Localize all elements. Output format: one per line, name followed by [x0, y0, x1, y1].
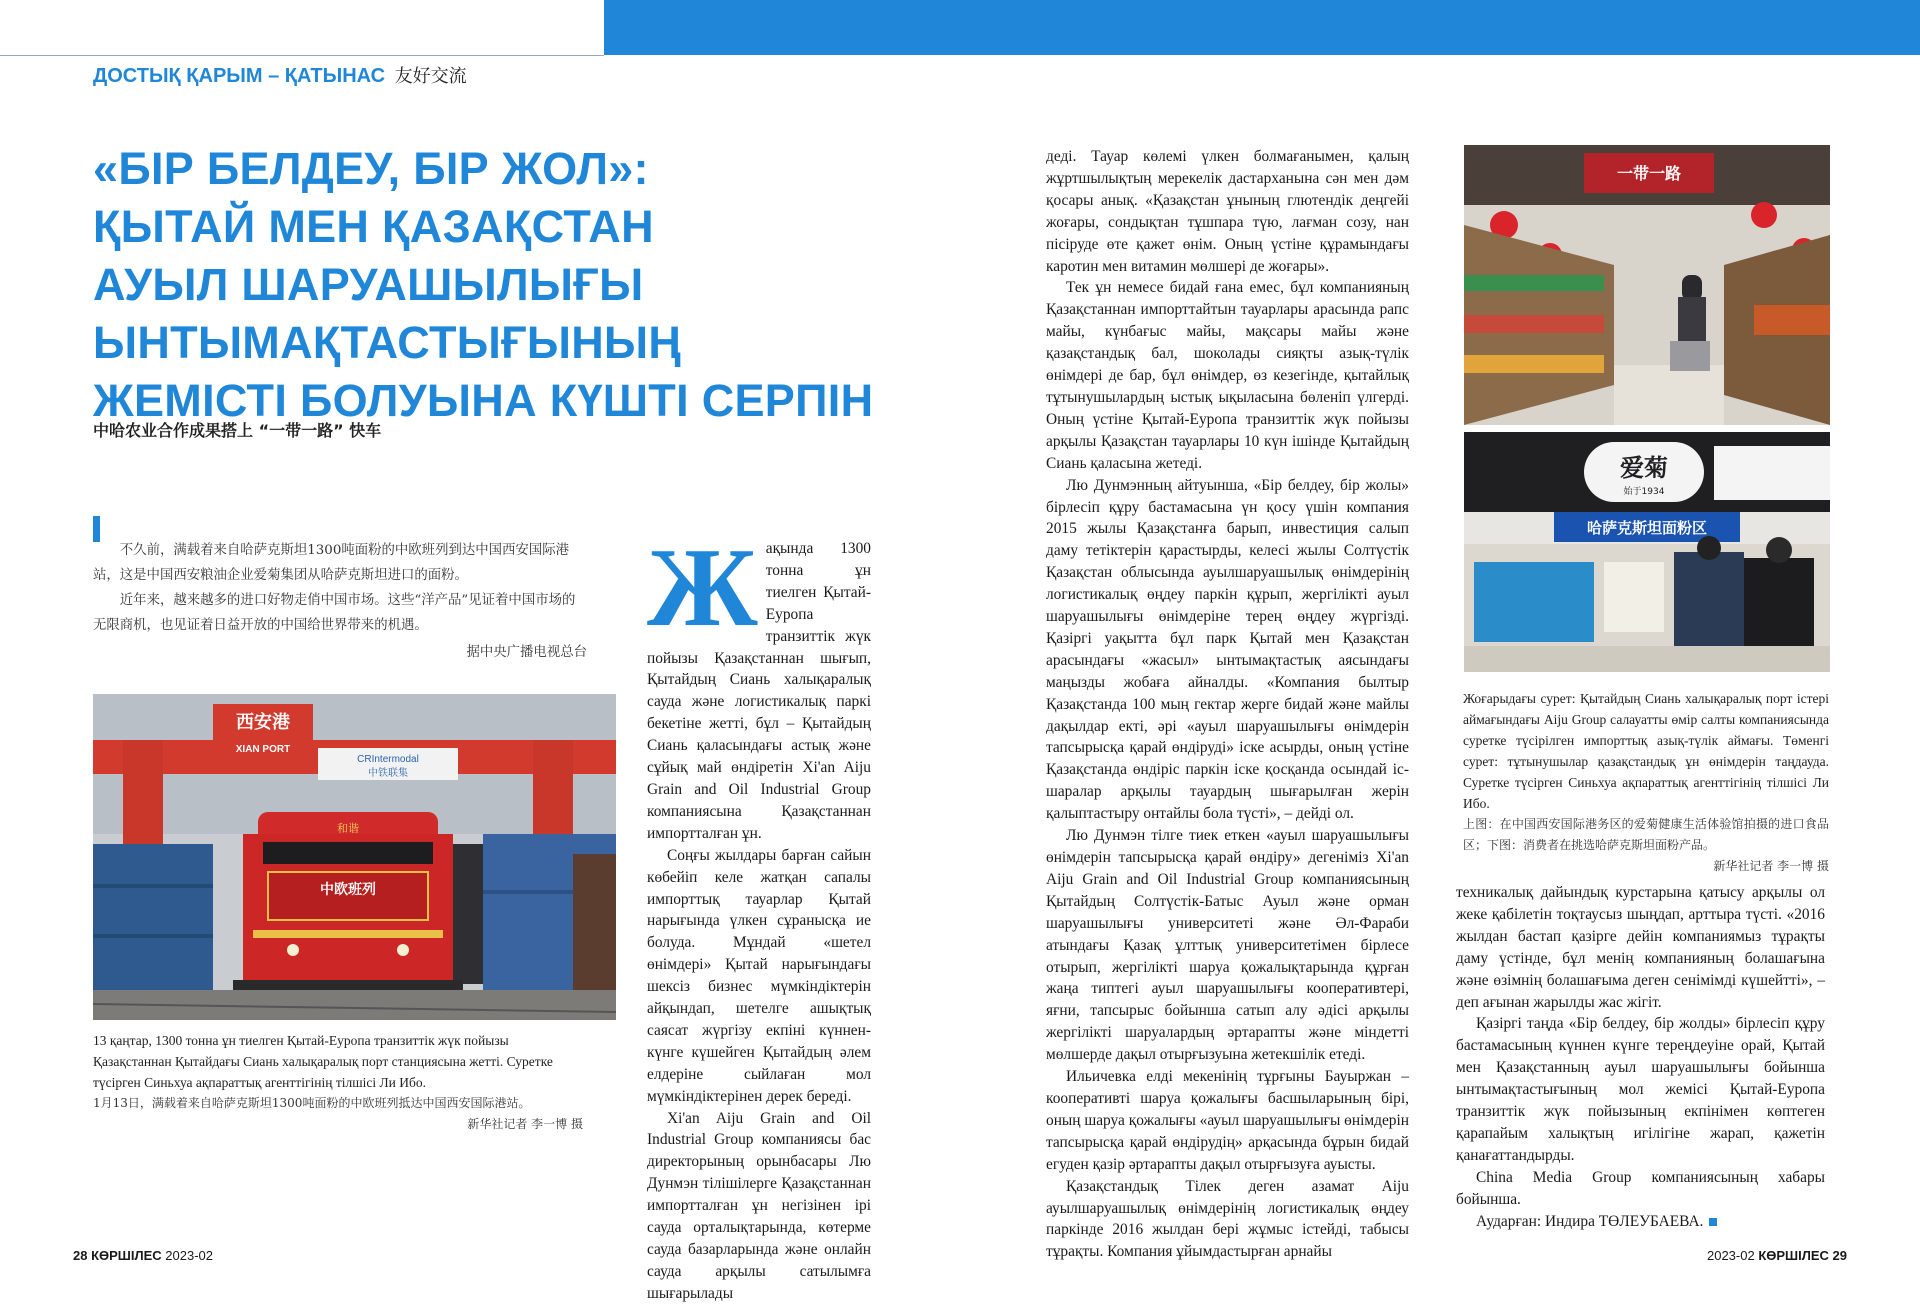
- header-blue-bar: [604, 0, 1920, 55]
- flour-zone-illustration: [1464, 432, 1830, 672]
- first-paragraph-text: ақында 1300 тонна ұн тиелген Қытай-Еуропа транзиттік жүк пойызы Қазақстаннан шығып, Қытайдың Сиань халықаралық сауда және логистикалық паркі бекетіне жетті, бұл – Қытайдың Сиань қаласындағы астық және сұйық май өндіретін Xi'an Aiju Grain and Oil Industrial Group компаниясына Қазақстаннан импортталған ұн.: [647, 540, 871, 842]
- section-title-zh: 友好交流: [394, 66, 467, 86]
- train-caption-kk: 13 қаңтар, 1300 тонна ұн тиелген Қытай-Еуропа транзиттік жүк пойызы Қазақстаннан Қытайдағы Сиань халықаралық порт станциясына жетті. Суретке түсірген Синьхуа ақпараттық агенттігінің тілшісі Ли Ибо.: [93, 1033, 553, 1090]
- translator-credit: [1456, 1211, 1825, 1233]
- section-title-kk: ДОСТЫҚ ҚАРЫМ – ҚАТЫНАС: [93, 65, 386, 87]
- port-sign-zh: 西安港: [236, 712, 290, 733]
- loco-name-zh: 和谐: [337, 822, 359, 835]
- folio-right: [1707, 1248, 1847, 1263]
- article-paragraph: China Media Group компаниясының хабары бойынша.: [1456, 1168, 1825, 1208]
- page-number-left: 28: [73, 1248, 88, 1263]
- article-paragraph: деді. Тауар көлемі үлкен болмағанымен, қалың жұртшылықтың мерекелік дастарханына сән мен дәм қосары анық. «Қазақстан ұнының глютендік деңгейі жоғары, сондықтан тұшпара түю, лағман созу, нан пісіруде өте қажет өнім. Оның үстіне құрамындағы каротин мен витамин мөлшері де жоғары».: [1046, 148, 1409, 275]
- aiju-since: 始于1934: [1623, 487, 1665, 497]
- store-caption-zh: 上图：在中国西安国际港务区的爱菊健康生活体验馆拍摄的进口食品区；下图：消费者在挑选哈萨克斯坦面粉产品。: [1463, 817, 1829, 852]
- train-photo-caption: [93, 1030, 583, 1135]
- article-paragraph: Xi'an Aiju Grain and Oil Industrial Group компаниясы бас директорының орынбасары Лю Дунмэн тілішілерге Қазақстаннан импортталған ұн негізінен ірі сауда орталықтарында, көтерме сауда базарларында және онлайн сауда арқылы сатылымға шығарылады: [647, 1109, 871, 1302]
- magazine-name-left: КӨРШІЛЕС: [91, 1248, 162, 1263]
- lead-paragraph: 近年来，越来越多的进口好物走俏中国市场。这些“洋产品”见证着中国市场的无限商机，也见证着日益开放的中国给世界带来的机遇。: [93, 593, 576, 633]
- title-line: ЖЕМІСТІ БОЛУЫНА КҮШТІ СЕРПІН: [93, 375, 874, 426]
- store-photos-caption: [1463, 688, 1829, 877]
- end-mark: [1709, 1218, 1717, 1226]
- store-banner-zh: 一带一路: [1616, 164, 1682, 183]
- store-caption-credit: 新华社记者 李一博 摄: [1713, 859, 1829, 873]
- issue-right: 2023-02: [1706, 1248, 1755, 1263]
- crane-brand-zh: 中铁联集: [368, 768, 408, 779]
- train-caption-credit: 新华社记者 李一博 摄: [467, 1117, 583, 1131]
- train-photo: [93, 694, 616, 1020]
- lead-source: 据中央广播电视总台: [466, 645, 587, 660]
- article-paragraph: Соңғы жылдары барған сайын көбейіп келе жатқан сапалы импорттық тауарлар Қытай нарығында үлкен сұранысқа ие болуда. Мұндай «шетел өнімдері» Қытай нарығындағы шексіз бизнес мүмкіндіктерін айқындап, шетелге ашықтық саясат жүргізу екпіні күннен-күнге күшейген Қытайдың әлем елдеріне сыйлаған мол мүмкіндіктерінен дерек береді.: [647, 846, 871, 1105]
- lead-zh: [93, 538, 587, 665]
- article-paragraph: Лю Дунмэнның айтуынша, «Бір белдеу, бір жолы» бірлесіп құру бастамасына үн қосу үшін компания 2015 жылы Қазақстанға барып, инвестиция салып даму тетіктерін қарастырды, келесі жылы Солтүстік Қазақстан облысында ауылшаруашылық өнімдерінің логистикалық өңдеу паркін құрып, жергілікті ауыл шаруашылығы өнімдеріне терең өңдеу жүргізді. Қазіргі уақытта бұл парк Қытай мен Қазақстан арасындағы «жасыл» ынтымақтастық аясындағы маңызды жобаға айналды. «Компания былтыр Қазақстанда 100 мың гектар жерге бидай және майлы дақылдар екті, әрі «ауыл шаруашылығы өнімдерін тапсырысқа қарай өндіруді» іске асырды, оның үстіне Қазақстанда өндіріс паркін іске қосқанда осындай іс-шаралар арқылы тауардың шығарылған жерін қалыптастыру онтайлы бола түсті», – дейді ол.: [1046, 476, 1409, 823]
- port-sign-en: XIAN PORT: [235, 744, 291, 755]
- article-paragraph: Ильичевка елді мекенінің тұрғыны Бауыржан – кооперативті шаруа қожалығы басшыларының бірі, оның шаруа қожалығы «ауыл шаруашылығы өнімдерін тапсырысқа қарай өндірудің» арқасында бұрын бидай егуден қазір әртарапты дақыл отырғызуға ауысты.: [1046, 1068, 1409, 1173]
- article-paragraph: Тек ұн немесе бидай ғана емес, бұл компанияның Қазақстаннан импорттайтын тауарлары арасында рапс майы, күнбағыс майы, мақсары майы және қазақстандық бал, шоколады сияқты азық-түлік өнімдері де бар, бұл өнімдер, өз кезегінде, қытайлық тұтынушылардың ыстық ықыласына бөленіп үлгерді. Оның үстіне Қытай-Еуропа транзиттік жүк пойызы арқылы Қазақстан тауарлары 10 күн ішінде Қытайдың Сиань қаласына жетеді.: [1046, 279, 1409, 472]
- aiju-brand-zh: 爱菊: [1620, 454, 1668, 482]
- title-line: ЫНТЫМАҚТАСТЫҒЫНЫҢ: [93, 317, 682, 368]
- article-title: [93, 140, 874, 430]
- article-paragraph: Қазақстандық Тілек деген азамат Aiju ауылшаруашылық өнімдерінің логистикалық өңдеу паркінде 2016 жылдан бері жұмыс істейді, табысы тұрақты. Компания ұйымдастырған арнайы: [1046, 1177, 1409, 1261]
- issue-left: 2023-02: [165, 1248, 214, 1263]
- crane-brand: CRIntermodal: [357, 754, 419, 765]
- article-paragraph: Қазіргі таңда «Бір белдеу, бір жолды» бірлесіп құру бастамасының күннен күнге тереңдеуіне орай, Қытай мен Қазақстанның ауыл шаруашылығы бойынша ынтымақтастығының мол жемісі Қытай-Еуропа транзиттік жүк пойызының екпінімен көптеген қарапайым халықтың игілігіне жарап, қажетін қанағаттандырды.: [1456, 1015, 1825, 1164]
- store-aisle-photo: [1464, 145, 1830, 425]
- article-paragraph: техникалық дайындық курстарына қатысу арқылы ол жеке қабілетін тоқтаусыз шыңдап, арттыра түсті. «2016 жылдан бастап қазірге дейін компаниямыз тұрақты даму үстінде, бұл менің компанияның болашағына және өзімнің болашағыма деген сенімімді күшейтті», – деп ағынан жарылды жас жігіт.: [1456, 884, 1825, 1011]
- title-line: «БІР БЕЛДЕУ, БІР ЖОЛ»:: [93, 143, 649, 194]
- section-title: [93, 62, 467, 88]
- title-line: АУЫЛ ШАРУАШЫЛЫҒЫ: [93, 259, 644, 310]
- column-3: [1456, 882, 1825, 1233]
- column-2: [1046, 146, 1409, 1263]
- drop-cap: Ж: [647, 526, 758, 650]
- magazine-name-right: КӨРШІЛЕС: [1758, 1248, 1829, 1263]
- header-rule: [0, 55, 604, 56]
- train-caption-zh: 1月13日，满载着来自哈萨克斯坦1300吨面粉的中欧班列抵达中国西安国际港站。: [93, 1096, 531, 1110]
- flour-zone-sign-zh: 哈萨克斯坦面粉区: [1586, 519, 1708, 537]
- page-number-right: 29: [1832, 1248, 1847, 1263]
- flour-zone-photo: [1464, 432, 1830, 672]
- folio-left: [73, 1248, 213, 1263]
- title-line: ҚЫТАЙ МЕН ҚАЗАҚСТАН: [93, 201, 654, 252]
- column-1: [647, 526, 871, 1305]
- lead-paragraph: 不久前，满载着来自哈萨克斯坦1300吨面粉的中欧班列到达中国西安国际港站，这是中国西安粮油企业爱菊集团从哈萨克斯坦进口的面粉。: [93, 543, 569, 583]
- article-paragraph: Лю Дунмэн тілге тиек еткен «ауыл шаруашылығы өнімдерін тапсырысқа қарай өндіру» дегеніміз Xi'an Aiju Grain and Oil Industrial Group компаниясының Қытайдың Солтүстік-Батыс Ауыл және орман шаруашылығы университеті және Әл-Фараби атындағы Қазақ ұлттық университетімен бірлесе отырып, жергілікті шаруа қожалықтарында құрған жаңа типтегі ауыл шаруашылығы кооперативтері, яғни, тапсырыс бойынша сатып алу әдісі арқылы жергілікті шаруалардың әртарапты және міндетті мөлшерде дақыл отырғызуына жетекшілік етеді.: [1046, 827, 1409, 1064]
- article-subtitle-zh: 中哈农业合作成果搭上 “一带一路” 快车: [93, 421, 382, 440]
- loco-banner-zh: 中欧班列: [320, 882, 376, 898]
- store-caption-kk: Жоғарыдағы сурет: Қытайдың Сиань халықаралық порт істері аймағындағы Aiju Group салауатты өмір салты компаниясында суретке түсірілген импорттық азық-түлік аймағы. Төменгі сурет: тұтынушылар қазақстандық ұн өнімдерін таңдауда. Суретке түсірген Синьхуа ақпараттық агенттігінің тілшісі Ли Ибо.: [1463, 691, 1829, 811]
- translator-text: Аударған: Индира ТӨЛЕУБАЕВА.: [1476, 1212, 1704, 1230]
- train-photo-illustration: [93, 694, 616, 1020]
- article-paragraph: [647, 526, 871, 845]
- store-aisle-illustration: [1464, 145, 1830, 425]
